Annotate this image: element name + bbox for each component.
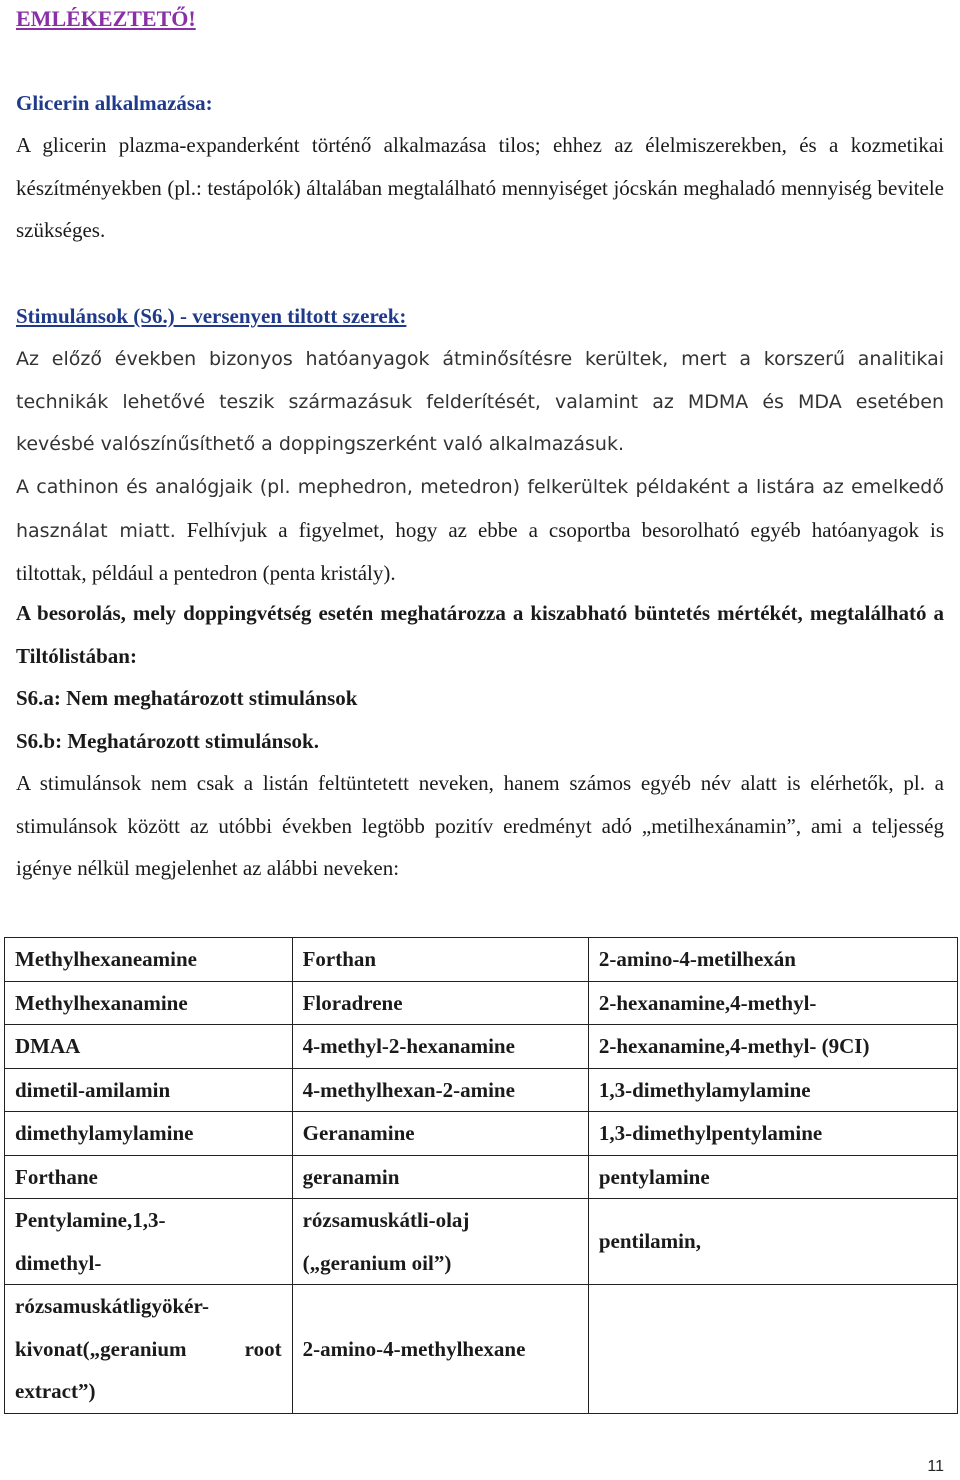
table-row — [5, 938, 958, 982]
cell-line: („geranium oil”) — [302, 1250, 452, 1275]
table-cell: 1,3-dimethylpentylamine — [588, 1112, 957, 1156]
cell-line: kivonat(„geranium root — [15, 1336, 282, 1361]
table-cell — [5, 1285, 293, 1414]
s6b-line: S6.b: Meghatározott stimulánsok. — [16, 729, 319, 753]
table-row — [5, 1025, 958, 1069]
table-cell: geranamin — [292, 1155, 588, 1199]
cell-line: rózsamuskátligyökér- — [15, 1294, 210, 1318]
page-number: 11 — [927, 1458, 944, 1475]
table-cell — [588, 1285, 957, 1414]
attention-note: Felhívjuk a figyelmet, hogy az ebbe a csoportba besorolható egyéb hatóanyagok is tiltottak, például a pentedron (penta kristály). — [16, 517, 944, 585]
table-cell: Forthane — [5, 1155, 293, 1199]
stimulants-paragraph-1: Az előző években bizonyos hatóanyagok átminősítésre kerültek, mert a korszerű analitikai technikák lehetővé teszik származásuk felderítését, valamint az MDMA és MDA esetében kevésbé valószínűsíthető a doppingszerként való alkalmazásuk. — [16, 348, 944, 455]
table-cell: DMAA — [5, 1025, 293, 1069]
table-row — [5, 981, 958, 1025]
s6a-line: S6.a: Nem meghatározott stimulánsok — [16, 686, 358, 710]
table-cell: 4-methyl-2-hexanamine — [292, 1025, 588, 1069]
table-cell: 1,3-dimethylamylamine — [588, 1068, 957, 1112]
classification-note: A besorolás, mely doppingvétség esetén meghatározza a kiszabható büntetés mértékét, megtalálható a Tiltólistában: — [16, 601, 944, 668]
cathinone-note: A cathinon és analógjaik (pl. mephedron, metedron) felkerültek példaként a listára az emelkedő használat miatt. — [16, 476, 944, 542]
cell-line: extract”) — [15, 1379, 96, 1403]
table-cell: 2-amino-4-metilhexán — [588, 938, 957, 982]
stimulants-heading: Stimulánsok (S6.) - versenyen tiltott szerek: — [16, 304, 407, 328]
glycerin-heading: Glicerin alkalmazása: — [16, 91, 213, 115]
glycerin-text: A glicerin plazma-expanderként történő alkalmazása tilos; ehhez az élelmiszerekben, és a kozmetikai készítményekben (pl.: testápolók) általában megtalálható mennyiséget jócskán meghaladó mennyiség bevitele szükséges. — [16, 133, 944, 242]
page-title: EMLÉKEZTETŐ! — [16, 6, 196, 31]
table-cell: pentylamine — [588, 1155, 957, 1199]
table-cell: 2-hexanamine,4-methyl- — [588, 981, 957, 1025]
table-row — [5, 1068, 958, 1112]
cell-line: rózsamuskátli-olaj — [302, 1208, 470, 1232]
table-cell: Methylhexaneamine — [5, 938, 293, 982]
table-cell: 2-hexanamine,4-methyl- (9CI) — [588, 1025, 957, 1069]
table-cell — [5, 1199, 293, 1285]
cell-line: Pentylamine,1,3- — [15, 1208, 166, 1232]
table-row — [5, 1112, 958, 1156]
stimulants-paragraph-2 — [16, 465, 944, 595]
table-cell — [292, 1199, 588, 1285]
stimulants-paragraph-3: A stimulánsok nem csak a listán feltüntetett neveken, hanem számos egyéb név alatt is elérhetők, pl. a stimulánsok között az utóbbi években legtöbb pozitív eredményt adó „metilhexánamin”, ami a teljesség igénye nélkül megjelenhet az alábbi neveken: — [16, 771, 944, 880]
table-cell: 2-amino-4-methylhexane — [292, 1285, 588, 1414]
table-cell: Methylhexanamine — [5, 981, 293, 1025]
table-cell: Floradrene — [292, 981, 588, 1025]
table-row — [5, 1199, 958, 1285]
cell-line: dimethyl- — [15, 1250, 102, 1275]
table-cell: Geranamine — [292, 1112, 588, 1156]
table-cell: 4-methylhexan-2-amine — [292, 1068, 588, 1112]
table-cell: dimetil-amilamin — [5, 1068, 293, 1112]
alternative-names-table — [4, 937, 958, 1414]
table-cell: dimethylamylamine — [5, 1112, 293, 1156]
table-row — [5, 1285, 958, 1414]
table-cell: Forthan — [292, 938, 588, 982]
table-row — [5, 1155, 958, 1199]
table-cell: pentilamin, — [588, 1199, 957, 1285]
